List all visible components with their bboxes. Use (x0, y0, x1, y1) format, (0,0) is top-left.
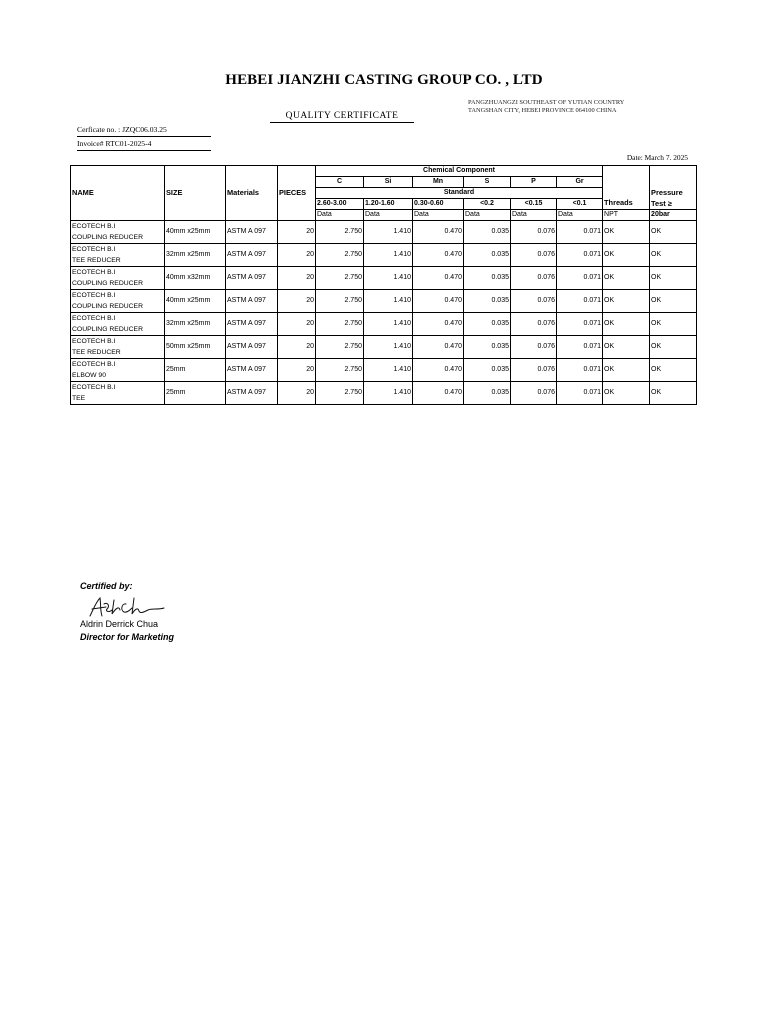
chem-value-gr: 0.071 (557, 359, 603, 382)
product-name (71, 359, 165, 382)
standard-value-c: 2.60-3.00 (316, 199, 364, 210)
product-name-line-1: ECOTECH B.I (72, 246, 116, 253)
chem-value-c: 2.750 (316, 290, 364, 313)
product-name-line-2: COUPLING REDUCER (72, 234, 143, 241)
product-name-line-2: COUPLING REDUCER (72, 303, 143, 310)
pressure-result: OK (650, 336, 697, 359)
table-row (71, 336, 697, 359)
chem-value-gr: 0.071 (557, 267, 603, 290)
header-chemical-component: Chemical Component (316, 166, 603, 177)
chem-value-gr: 0.071 (557, 244, 603, 267)
data-label-p: Data (511, 210, 557, 221)
product-pieces: 20 (278, 313, 316, 336)
invoice-number: Invoice# RTC01-2025-4 (77, 139, 211, 151)
product-material: ASTM A 097 (226, 221, 278, 244)
address-line-1: PANGZHUANGZI SOUTHEAST OF YUTIAN COUNTRY (468, 99, 625, 106)
standard-value-gr: <0.1 (557, 199, 603, 210)
chem-value-p: 0.076 (511, 267, 557, 290)
signatory-title: Director for Marketing (80, 632, 175, 642)
chem-value-s: 0.035 (464, 221, 511, 244)
threads-result: OK (603, 290, 650, 313)
standard-value-si: 1.20-1.60 (364, 199, 413, 210)
table-row (71, 221, 697, 244)
certificate-number: Cerficate no. : JZQC06.03.25 (77, 125, 211, 137)
product-name-line-2: TEE REDUCER (72, 349, 121, 356)
product-name-line-1: ECOTECH B.I (72, 361, 116, 368)
product-material: ASTM A 097 (226, 359, 278, 382)
chem-value-mn: 0.470 (413, 382, 464, 405)
pressure-result: OK (650, 290, 697, 313)
element-header-p: P (511, 177, 557, 188)
pressure-result: OK (650, 359, 697, 382)
quality-table (70, 165, 697, 405)
chem-value-si: 1.410 (364, 267, 413, 290)
threads-result: OK (603, 336, 650, 359)
table-row (71, 244, 697, 267)
chem-value-c: 2.750 (316, 382, 364, 405)
chem-value-p: 0.076 (511, 244, 557, 267)
pressure-result: OK (650, 267, 697, 290)
product-pieces: 20 (278, 336, 316, 359)
chem-value-gr: 0.071 (557, 313, 603, 336)
product-material: ASTM A 097 (226, 290, 278, 313)
chem-value-s: 0.035 (464, 267, 511, 290)
chem-value-p: 0.076 (511, 221, 557, 244)
element-header-mn: Mn (413, 177, 464, 188)
product-name-line-1: ECOTECH B.I (72, 223, 116, 230)
standard-value-s: <0.2 (464, 199, 511, 210)
pressure-result: OK (650, 382, 697, 405)
product-pieces: 20 (278, 290, 316, 313)
product-material: ASTM A 097 (226, 313, 278, 336)
product-name (71, 290, 165, 313)
header-pressure-line-1: Pressure (651, 188, 683, 197)
table-row (71, 382, 697, 405)
product-pieces: 20 (278, 382, 316, 405)
chem-value-p: 0.076 (511, 336, 557, 359)
header-pressure (650, 166, 697, 210)
data-label-si: Data (364, 210, 413, 221)
standard-value-p: <0.15 (511, 199, 557, 210)
product-pieces: 20 (278, 221, 316, 244)
header-pressure-line-2: Test ≥ (651, 199, 672, 208)
product-size: 25mm (165, 359, 226, 382)
product-size: 40mm x25mm (165, 290, 226, 313)
chem-value-p: 0.076 (511, 359, 557, 382)
table-row (71, 313, 697, 336)
product-size: 32mm x25mm (165, 244, 226, 267)
data-label-c: Data (316, 210, 364, 221)
chem-value-s: 0.035 (464, 359, 511, 382)
chem-value-p: 0.076 (511, 382, 557, 405)
chem-value-mn: 0.470 (413, 359, 464, 382)
product-name (71, 313, 165, 336)
standard-value-mn: 0.30-0.60 (413, 199, 464, 210)
pressure-result: OK (650, 313, 697, 336)
threads-result: OK (603, 267, 650, 290)
product-size: 40mm x25mm (165, 221, 226, 244)
header-name: NAME (71, 166, 165, 221)
product-material: ASTM A 097 (226, 336, 278, 359)
pressure-result: OK (650, 221, 697, 244)
threads-result: OK (603, 244, 650, 267)
chem-value-mn: 0.470 (413, 244, 464, 267)
chem-value-c: 2.750 (316, 313, 364, 336)
table-row (71, 267, 697, 290)
product-name-line-1: ECOTECH B.I (72, 338, 116, 345)
threads-result: OK (603, 313, 650, 336)
element-header-si: Si (364, 177, 413, 188)
product-name (71, 244, 165, 267)
chem-value-mn: 0.470 (413, 267, 464, 290)
product-name-line-1: ECOTECH B.I (72, 315, 116, 322)
product-pieces: 20 (278, 267, 316, 290)
element-header-s: S (464, 177, 511, 188)
table-body (71, 221, 697, 405)
element-header-gr: Gr (557, 177, 603, 188)
chem-value-c: 2.750 (316, 267, 364, 290)
data-label-gr: Data (557, 210, 603, 221)
chem-value-c: 2.750 (316, 336, 364, 359)
chem-value-s: 0.035 (464, 290, 511, 313)
data-label-s: Data (464, 210, 511, 221)
table-row (71, 359, 697, 382)
chem-value-si: 1.410 (364, 382, 413, 405)
threads-result: OK (603, 221, 650, 244)
chem-value-s: 0.035 (464, 382, 511, 405)
threads-result: OK (603, 382, 650, 405)
header-threads: Threads (603, 166, 650, 210)
header-materials: Materials (226, 166, 278, 221)
pressure-result: OK (650, 244, 697, 267)
product-material: ASTM A 097 (226, 382, 278, 405)
certificate-title: QUALITY CERTIFICATE (270, 111, 414, 123)
product-name-line-2: COUPLING REDUCER (72, 326, 143, 333)
product-size: 50mm x25mm (165, 336, 226, 359)
chem-value-gr: 0.071 (557, 221, 603, 244)
product-material: ASTM A 097 (226, 267, 278, 290)
product-name-line-2: ELBOW 90 (72, 372, 106, 379)
product-pieces: 20 (278, 359, 316, 382)
table-row (71, 290, 697, 313)
product-name (71, 267, 165, 290)
chem-value-mn: 0.470 (413, 221, 464, 244)
company-name: HEBEI JIANZHI CASTING GROUP CO. , LTD (225, 72, 543, 88)
chem-value-mn: 0.470 (413, 336, 464, 359)
product-material: ASTM A 097 (226, 244, 278, 267)
header-standard: Standard (316, 188, 603, 199)
product-size: 25mm (165, 382, 226, 405)
chem-value-c: 2.750 (316, 221, 364, 244)
header-size: SIZE (165, 166, 226, 221)
company-address (468, 99, 668, 115)
header-pieces: PIECES (278, 166, 316, 221)
chem-value-c: 2.750 (316, 359, 364, 382)
product-name (71, 382, 165, 405)
chem-value-s: 0.035 (464, 336, 511, 359)
chem-value-p: 0.076 (511, 290, 557, 313)
signature-image (86, 594, 166, 620)
product-name-line-2: TEE (72, 395, 86, 402)
chem-value-s: 0.035 (464, 244, 511, 267)
chem-value-s: 0.035 (464, 313, 511, 336)
signatory-name: Aldrin Derrick Chua (80, 619, 159, 629)
certificate-date: Date: March 7. 2025 (626, 153, 688, 162)
product-name-line-1: ECOTECH B.I (72, 384, 116, 391)
header-pressure-line-3: 20bar (650, 210, 697, 221)
product-pieces: 20 (278, 244, 316, 267)
product-name-line-1: ECOTECH B.I (72, 269, 116, 276)
product-size: 32mm x25mm (165, 313, 226, 336)
product-name (71, 336, 165, 359)
data-label-mn: Data (413, 210, 464, 221)
product-name-line-2: COUPLING REDUCER (72, 280, 143, 287)
header-npt: NPT (603, 210, 650, 221)
chem-value-si: 1.410 (364, 359, 413, 382)
threads-result: OK (603, 359, 650, 382)
chem-value-gr: 0.071 (557, 336, 603, 359)
address-line-2: TANGSHAN CITY, HEBEI PROVINCE 064100 CHINA (468, 107, 617, 114)
chem-value-gr: 0.071 (557, 290, 603, 313)
chem-value-si: 1.410 (364, 221, 413, 244)
element-header-c: C (316, 177, 364, 188)
chem-value-mn: 0.470 (413, 313, 464, 336)
product-name (71, 221, 165, 244)
chem-value-gr: 0.071 (557, 382, 603, 405)
chem-value-si: 1.410 (364, 313, 413, 336)
chem-value-p: 0.076 (511, 313, 557, 336)
chem-value-si: 1.410 (364, 244, 413, 267)
chem-value-si: 1.410 (364, 336, 413, 359)
product-name-line-2: TEE REDUCER (72, 257, 121, 264)
certified-by-label: Certified by: (80, 581, 133, 591)
chem-value-si: 1.410 (364, 290, 413, 313)
chem-value-mn: 0.470 (413, 290, 464, 313)
product-size: 40mm x32mm (165, 267, 226, 290)
chem-value-c: 2.750 (316, 244, 364, 267)
product-name-line-1: ECOTECH B.I (72, 292, 116, 299)
